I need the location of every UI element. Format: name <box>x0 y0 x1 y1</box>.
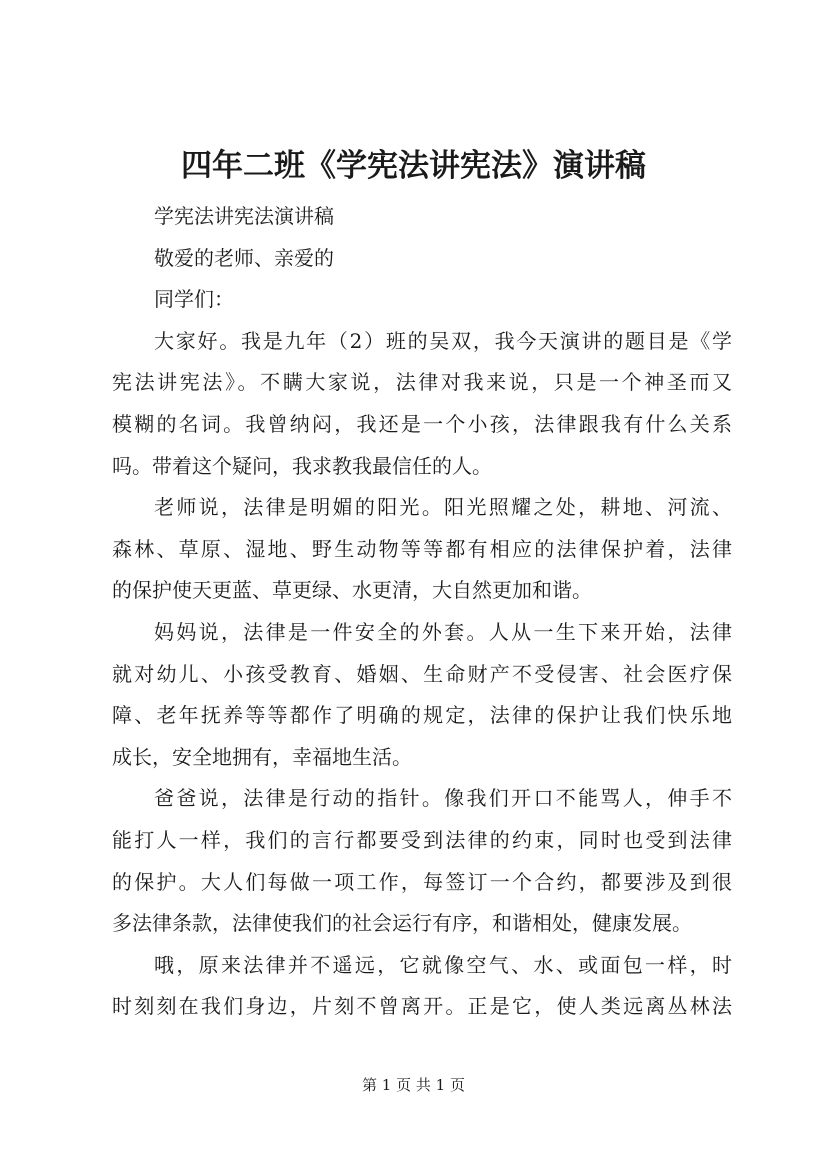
text-line: 哦，原来法律并不遥远，它就像空气、水、或面包一样，时 <box>154 952 732 977</box>
text-line: 老师说，法律是明媚的阳光。阳光照耀之处，耕地、河流、 <box>154 495 732 520</box>
text-line: 的保护使天更蓝、草更绿、水更清，大自然更加和谐。 <box>112 578 592 603</box>
text-line: 多法律条款，法律使我们的社会运行有序，和谐相处，健康发展。 <box>112 911 692 936</box>
page-footer: 第 1 页 共 1 页 <box>362 1076 465 1094</box>
text-line: 大家好。我是九年（2）班的吴双，我今天演讲的题目是《学 <box>154 328 732 353</box>
text-line: 森林、草原、湿地、野生动物等等都有相应的法律保护着，法律 <box>112 536 732 561</box>
text-line: 吗。带着这个疑问，我求教我最信任的人。 <box>112 453 492 478</box>
text-line: 的保护。大人们每做一项工作，每签订一个合约，都要涉及到很 <box>112 869 732 894</box>
text-line: 障、老年抚养等等都作了明确的规定，法律的保护让我们快乐地 <box>112 703 732 728</box>
text-line: 时刻刻在我们身边，片刻不曾离开。正是它，使人类远离丛林法 <box>112 994 732 1019</box>
text-line: 就对幼儿、小孩受教育、婚姻、生命财产不受侵害、社会医疗保 <box>112 661 732 686</box>
text-line: 敬爱的老师、亲爱的 <box>154 245 334 270</box>
text-line: 宪法讲宪法》。不瞒大家说，法律对我来说，只是一个神圣而又 <box>112 370 732 395</box>
text-line: 爸爸说，法律是行动的指针。像我们开口不能骂人，伸手不 <box>154 786 732 811</box>
text-line: 妈妈说，法律是一件安全的外套。人从一生下来开始，法律 <box>154 619 732 644</box>
text-line: 能打人一样，我们的言行都要受到法律的约束，同时也受到法律 <box>112 827 732 852</box>
document-body <box>112 196 732 1028</box>
text-line: 同学们： <box>154 287 234 312</box>
text-line: 模糊的名词。我曾纳闷，我还是一个小孩，法律跟我有什么关系 <box>112 411 732 436</box>
text-line: 成长，安全地拥有，幸福地生活。 <box>112 744 412 769</box>
document-title: 四年二班《学宪法讲宪法》演讲稿 <box>181 148 646 184</box>
text-line: 学宪法讲宪法演讲稿 <box>154 204 334 228</box>
